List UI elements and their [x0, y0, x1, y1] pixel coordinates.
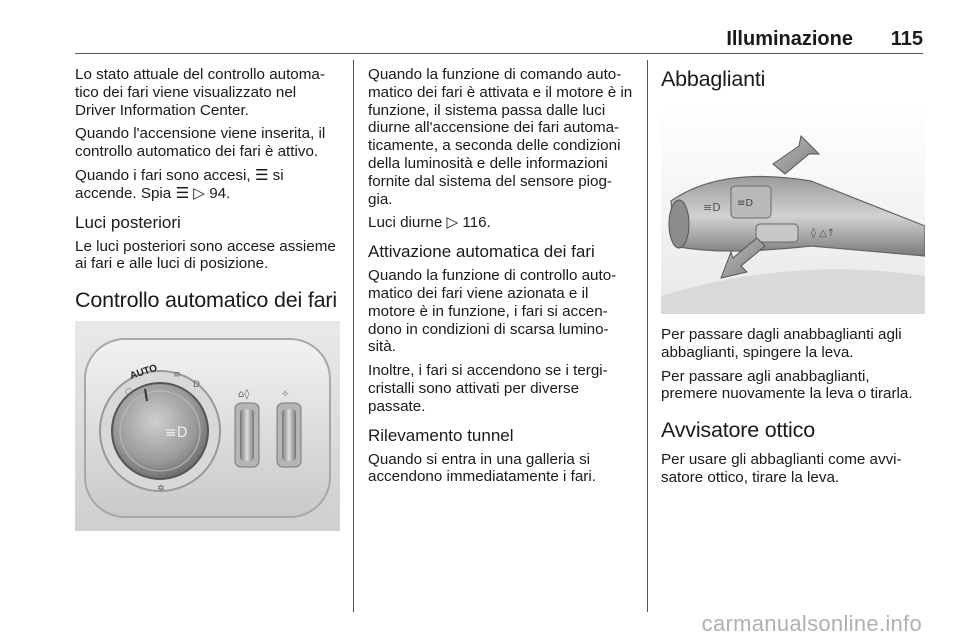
paragraph-wipers: Inoltre, i fari si accendono se i tergi-cristalli sono attivati per diverse passate. [368, 362, 608, 415]
heading-headlight-flash: Avvisatore ottico [661, 418, 815, 443]
svg-text:≡D: ≡D [165, 425, 188, 442]
light-switch-image [75, 321, 340, 531]
heading-auto-headlights: Controllo automatico dei fari [75, 288, 337, 313]
column-2 [368, 66, 634, 492]
paragraph-daytime-lights: Luci diurne ▷ 116. [368, 214, 491, 232]
column-divider-2 [647, 60, 648, 612]
header-rule [75, 53, 923, 54]
paragraph-status: Lo stato attuale del controllo automa-tico dei fari viene visualizzato nel Driver Information Center. [75, 66, 325, 119]
high-beam-stalk-image [661, 106, 925, 314]
heading-rear-lights: Luci posteriori [75, 212, 181, 232]
page-header [75, 28, 923, 52]
chapter-title: Illuminazione [726, 28, 853, 50]
watermark: carmanualsonline.info [701, 611, 922, 636]
svg-text:≡: ≡ [173, 370, 181, 381]
svg-text:○: ○ [125, 387, 133, 398]
column-divider-1 [353, 60, 354, 612]
heading-tunnel-detection: Rilevamento tunnel [368, 425, 514, 445]
paragraph-auto-control: Quando la funzione di comando auto-matico dei fari è attivata e il motore è in funzione, il sistema passa dalle luci diurne all'accensione dei fari automa-ticamente, a seconda delle condizioni della luminosità e delle informazioni fornite dal sistema del sensore piog-gia. [368, 66, 633, 208]
svg-text:◊ △↑: ◊ △↑ [811, 228, 836, 239]
paragraph-rear-lights: Le luci posteriori sono accese assieme ai fari e alle luci di posizione. [75, 237, 336, 273]
svg-text:≡D: ≡D [737, 198, 754, 209]
heading-auto-activation: Attivazione automatica dei fari [368, 242, 595, 262]
svg-text:✧: ✧ [281, 389, 290, 401]
svg-text:✲: ✲ [157, 484, 165, 495]
column-3 [661, 66, 925, 493]
heading-high-beam: Abbaglianti [661, 67, 766, 91]
column-1 [75, 66, 340, 531]
page-number: 115 [890, 28, 923, 50]
paragraph-flash: Per usare gli abbaglianti come avvi-satore ottico, tirare la leva. [661, 451, 902, 486]
paragraph-low-light: Quando la funzione di controllo auto-matico dei fari viene azionata e il motore è in funzione, i fari si accen-dono in condizioni di scarsa lumino-sità. [368, 267, 617, 356]
svg-text:⌂◊: ⌂◊ [238, 389, 250, 401]
svg-text:D: D [193, 380, 200, 391]
auto-label: AUTO [128, 362, 159, 383]
paragraph-headlights-on: Quando i fari sono accesi, ☰ si accende. Spia ☰ ▷ 94. [75, 166, 284, 202]
paragraph-switch-high: Per passare dagli anabbaglianti agli abbaglianti, spingere la leva. [661, 326, 902, 361]
paragraph-ignition: Quando l'accensione viene inserita, il controllo automatico dei fari è attivo. [75, 125, 326, 161]
paragraph-tunnel: Quando si entra in una galleria si accendono immediatamente i fari. [368, 450, 596, 486]
svg-text:≡D: ≡D [703, 201, 721, 214]
paragraph-switch-low: Per passare agli anabbaglianti, premere nuovamente la leva o tirarla. [661, 367, 913, 403]
